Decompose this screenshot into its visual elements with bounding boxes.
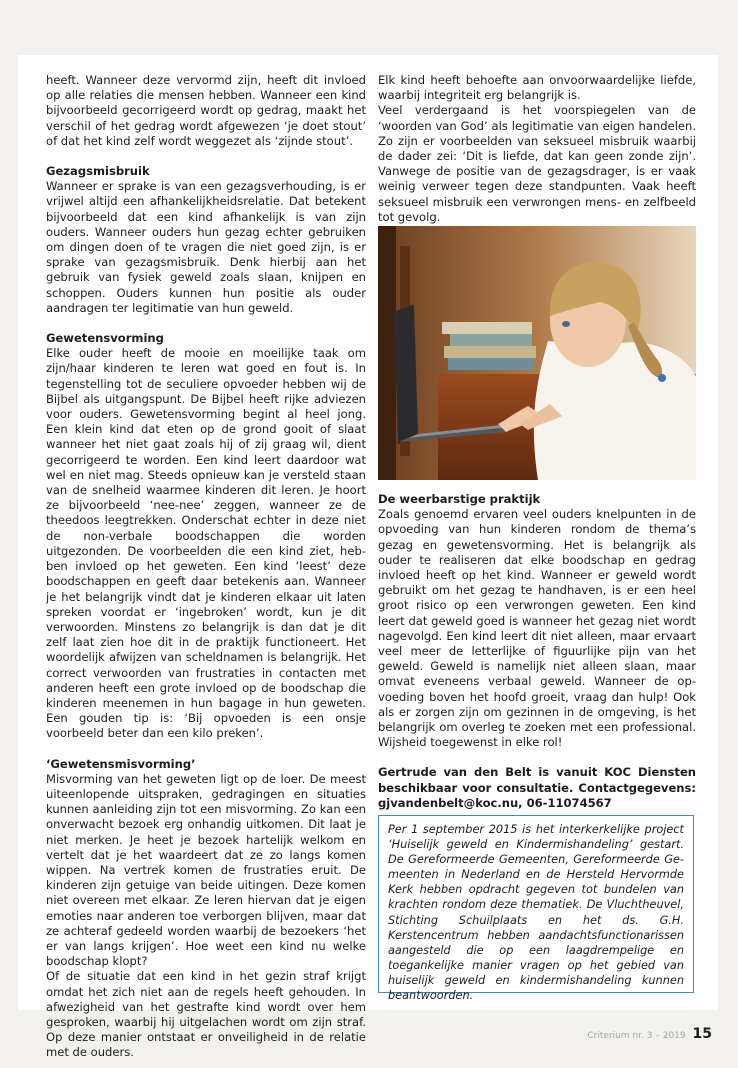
- right-column-top: [378, 73, 696, 225]
- page-number: 15: [692, 1026, 712, 1042]
- heading-gewetensmisvorming: ‘Gewetensmisvorming’: [46, 756, 196, 771]
- paragraph-gewetensmisvorming-1: Misvorming van het geweten ligt op de loer. De meest uiteenlopende uitspraken, gedragingen en situaties kunnen aanleiding zijn tot een misvorming. Zo kan een onverwacht bezoek erg onhandig uitkomen. Dit laat je niet merken. Je heet je bezoek hartelijk welkom en vertelt dat je het waardeert dat ze zo langs komen wippen. Na vertrek komen de frustraties eruit. De kinderen zijn getuige van beide uitingen. Deze komen niet overeen met elkaar. Ze leren hiervan dat je eigen emoties naar anderen toe verborgen blijven, maar dat ze achteraf gedeeld worden waarbij de bezoekers ‘het er van langs krijgen’. Hoe weet een kind nu welke boodschap klopt?: [46, 771, 366, 969]
- project-note-text: Per 1 september 2015 is het interkerkelijke project ‘Huiselijk geweld en Kindermishandeling’ gestart. De Gereformeerde Gemeenten, Gereformeerde Gemeenten in Nederland en de Hersteld Hervormde Kerk hebben opdracht gegeven tot bundelen van krachten rondom deze thematiek. De Vluchtheuvel, Stichting Schuilplaats en het ds. G.H. Kerstencentrum hebben aandachtsfunctionarissen aangesteld die op een laagdrempelige en toegankelijke manier vragen op het gebied van huiselijk geweld en kindermishandeling kunnen beantwoorden.: [388, 823, 684, 1003]
- publication-label: Criterium nr. 3 – 2019: [587, 1031, 686, 1041]
- heading-weerbarstige-praktijk: De weerbarstige praktijk: [378, 492, 541, 506]
- contact-info: Gertrude van den Belt is vanuit KOC Diensten beschikbaar voor consultatie. Contactgegevens: gjvandenbelt@koc.nu, 06-11074567: [378, 765, 696, 810]
- left-column: [46, 73, 366, 1061]
- paragraph-weerbarstige-praktijk: Zoals genoemd ervaren veel ouders knelpunten in de opvoeding van hun kinderen rondom de thema’s gezag en gewetensvorming. Het is belangrijk als ouder te realiseren dat elke boodschap en gedrag invloed heeft op het kind. Wanneer er geweld wordt gebruikt om het gezag te handhaven, is er een heel groot risico op een verwrongen geweten. Een kind leert dat geweld goed is wanneer het gezag niet wordt nagevolgd. Een kind leert dit niet alleen, maar ervaart veel meer de letterlijke of figuurlijke pijn van het geweld. Geweld is namelijk niet alleen slaan, maar omvat eveneens verbaal geweld. Wanneer de opvoeding boven het hoofd groeit, vraag dan hulp! Ook als er zorgen zijn om gezinnen in de omgeving, is het belangrijk om overleg te zoeken met een professional. Wijsheid toegewenst in elke rol!: [378, 507, 696, 750]
- intro-paragraph: heeft. Wanneer deze vervormd zijn, heeft dit invloed op alle relaties die mensen hebben. Wanneer een kind bijvoorbeeld gecorrigeerd wordt op gedrag, maakt het verschil of het gedrag wordt afgewezen ‘je doet stout’ of dat het kind zelf wordt weggezet als ‘zijnde stout’.: [46, 73, 366, 148]
- heading-gezagsmisbruik: Gezagsmisbruik: [46, 164, 150, 179]
- paragraph-gewetensvorming: Elke ouder heeft de mooie en moeilijke taak om zijn/haar kinderen te leren wat goed en fout is. In tegenstelling tot de seculiere opvoeder hebben wij de Bijbel als uitgangspunt. De Bijbel heeft rijke adviezen voor ouders. Gewetensvorming begint al heel jong. Een klein kind dat eten op de grond gooit of slaat wanneer het niet gaat zoals hij of zij graag wil, dient gecorrigeerd te worden. Een kind leert daardoor wat wel en niet mag. Steeds opnieuw kan je versteld staan van de snelheid waarmee kinderen dit leren. Je hoort ze bijvoorbeeld ‘nee-nee’ zeggen, wanneer ze de theedoos leegtrekken. Onderschat echter in deze niet de non-verbale boodschappen die worden uitgezonden. De voorbeelden die een kind ziet, hebben invloed op het geweten. Een kind ‘leest’ deze boodschappen en geeft daar betekenis aan. Wanneer je het belangrijk vindt dat je kinderen elkaar uit laten spreken voordat er ‘ingebroken’ wordt, kun je dit verwoorden. Minstens zo belangrijk is dan dat je dit zelf laat zien hoe dit in de praktijk functioneert. Het woordelijk afwijzen van scheldnamen is belangrijk. Het correct verwoorden van frustraties in contacten met anderen heeft een grote invloed op de boodschap die kinderen meenemen in hun bagage in hun geweten. Een gouden tip is: ‘Bij opvoeden is een onsje voorbeeld beter dan een kilo preken’.: [46, 346, 366, 741]
- paragraph-woorden-van-god: Veel verdergaand is het voorspiegelen van de ‘woorden van God’ als legitimatie van eigen handelen. Zo zijn er voorbeelden van seksueel misbruik waarbij de dader zei: ‘Dit is liefde, dat kan geen zonde zijn’. Vanwege de positie van de gezagsdrager, is er vaak weinig verweer tegen deze standpunten. Vaak heeft seksueel misbruik een verwrongen mens- en zelfbeeld tot gevolg.: [378, 103, 696, 224]
- project-note-box: [378, 815, 694, 1003]
- paragraph-gezagsmisbruik: Wanneer er sprake is van een gezagsverhouding, is er vrijwel altijd een afhankelijkheidsrelatie. Dat betekent bijvoorbeeld dat een kind afhankelijk is van zijn ouders. Wanneer ouders hun gezag echter gebruiken om dingen doen of te vragen die niet goed zijn, is er sprake van gezagsmisbruik. Denk hierbij aan het gebruik van fysiek geweld zoals slaan, knijpen en schoppen. Ouders kunnen hun positie als ouder aandragen ter legitimatie van hun geweld.: [46, 179, 366, 315]
- photo-girl-laptop: [378, 226, 696, 480]
- paragraph-liefde: Elk kind heeft behoefte aan onvoorwaardelijke liefde, waarbij integriteit erg belangrijk is.: [378, 73, 696, 103]
- page-footer: [587, 1026, 712, 1042]
- right-column-bottom: [378, 492, 696, 811]
- paragraph-gewetensmisvorming-2: Of de situatie dat een kind in het gezin straf krijgt omdat het zich niet aan de regels heeft gehouden. In afwezigheid van het gestrafte kind wordt over hem gesproken, waarbij hij uitgelachen wordt om zijn straf. Op deze manier ontstaat er onveiligheid in de relatie met de ouders.: [46, 969, 366, 1060]
- heading-gewetensvorming: Gewetensvorming: [46, 331, 164, 346]
